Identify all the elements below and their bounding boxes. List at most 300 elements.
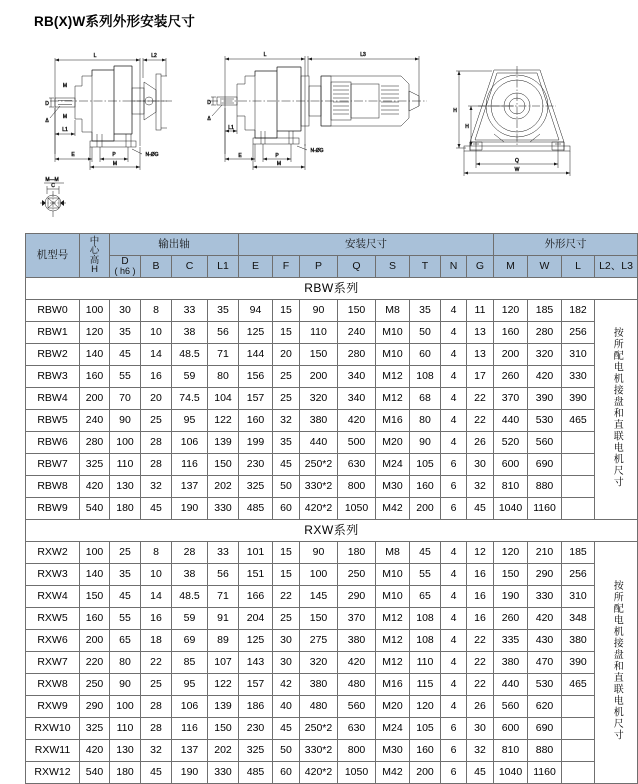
cell-m: 120: [494, 300, 528, 322]
cell-l1: 33: [208, 542, 239, 564]
cell-p: 250*2: [300, 454, 338, 476]
cell-model: RXW7: [26, 652, 80, 674]
cell-l1: 139: [208, 432, 239, 454]
cell-h: 325: [80, 454, 110, 476]
cell-h: 290: [80, 696, 110, 718]
cell-e: 125: [239, 630, 273, 652]
cell-model: RXW11: [26, 740, 80, 762]
cell-s: M10: [376, 322, 410, 344]
svg-text:L2: L2: [151, 53, 157, 59]
cell-h: 250: [80, 674, 110, 696]
cell-l1: 89: [208, 630, 239, 652]
cell-d: 90: [110, 674, 141, 696]
cell-l: 465: [562, 410, 595, 432]
cell-n: 6: [441, 498, 467, 520]
cell-p: 150: [300, 344, 338, 366]
svg-text:L1: L1: [228, 125, 234, 131]
cell-g: 16: [467, 586, 494, 608]
section-title: RXW系列: [26, 520, 638, 542]
cell-model: RXW6: [26, 630, 80, 652]
cell-s: M24: [376, 454, 410, 476]
table-row: [26, 740, 638, 762]
cell-n: 4: [441, 586, 467, 608]
table-row: [26, 454, 638, 476]
cell-l1: 122: [208, 674, 239, 696]
cell-model: RBW6: [26, 432, 80, 454]
cell-w: 470: [528, 652, 562, 674]
cell-model: RBW4: [26, 388, 80, 410]
cell-q: 480: [338, 674, 376, 696]
cell-w: 390: [528, 388, 562, 410]
cell-s: M30: [376, 740, 410, 762]
header-t: T: [410, 256, 441, 278]
cell-q: 340: [338, 388, 376, 410]
cell-l: 348: [562, 608, 595, 630]
cell-e: 157: [239, 388, 273, 410]
cell-w: 280: [528, 322, 562, 344]
header-c: C: [172, 256, 208, 278]
cell-m: 810: [494, 476, 528, 498]
cell-d: 70: [110, 388, 141, 410]
cell-s: M20: [376, 696, 410, 718]
cell-g: 32: [467, 740, 494, 762]
cell-n: 4: [441, 366, 467, 388]
cell-t: 110: [410, 652, 441, 674]
cell-t: 160: [410, 740, 441, 762]
cell-e: 325: [239, 476, 273, 498]
cell-model: RBW7: [26, 454, 80, 476]
cell-f: 20: [273, 344, 300, 366]
cell-l: 390: [562, 652, 595, 674]
cell-b: 45: [141, 498, 172, 520]
cell-n: 6: [441, 740, 467, 762]
cell-p: 250*2: [300, 718, 338, 740]
cell-b: 8: [141, 300, 172, 322]
cell-l1: 330: [208, 762, 239, 784]
svg-text:E: E: [238, 153, 242, 159]
cell-s: M12: [376, 366, 410, 388]
cell-s: M42: [376, 498, 410, 520]
section-title-row: [26, 278, 638, 300]
svg-text:N-ØG: N-ØG: [310, 148, 324, 154]
cell-b: 14: [141, 344, 172, 366]
cell-l1: 139: [208, 696, 239, 718]
svg-text:M: M: [112, 161, 118, 167]
cell-q: 500: [338, 432, 376, 454]
table-row: [26, 300, 638, 322]
cell-w: 560: [528, 432, 562, 454]
cell-l: [562, 476, 595, 498]
cell-l: [562, 740, 595, 762]
cell-model: RBW2: [26, 344, 80, 366]
cell-q: 290: [338, 586, 376, 608]
table-row: [26, 542, 638, 564]
cell-n: 4: [441, 674, 467, 696]
cell-p: 480: [300, 696, 338, 718]
cell-n: 4: [441, 564, 467, 586]
cell-t: 35: [410, 300, 441, 322]
cell-e: 485: [239, 498, 273, 520]
cell-l: [562, 718, 595, 740]
section-title: RBW系列: [26, 278, 638, 300]
cell-m: 1040: [494, 498, 528, 520]
cell-q: 420: [338, 410, 376, 432]
cell-g: 26: [467, 432, 494, 454]
cell-t: 55: [410, 564, 441, 586]
cell-l: 256: [562, 564, 595, 586]
cell-q: 380: [338, 630, 376, 652]
cell-f: 22: [273, 586, 300, 608]
cell-h: 420: [80, 476, 110, 498]
cell-p: 100: [300, 564, 338, 586]
cell-t: 68: [410, 388, 441, 410]
cell-s: M10: [376, 586, 410, 608]
cell-model: RBW3: [26, 366, 80, 388]
table-row: [26, 410, 638, 432]
cell-b: 8: [141, 542, 172, 564]
cell-n: 6: [441, 762, 467, 784]
cell-c: 95: [172, 674, 208, 696]
cell-d: 130: [110, 476, 141, 498]
cell-n: 6: [441, 476, 467, 498]
cell-t: 108: [410, 608, 441, 630]
cell-m: 520: [494, 432, 528, 454]
cell-g: 26: [467, 696, 494, 718]
cell-h: 200: [80, 630, 110, 652]
header-g: G: [467, 256, 494, 278]
cell-b: 45: [141, 762, 172, 784]
cell-b: 28: [141, 718, 172, 740]
cell-model: RXW10: [26, 718, 80, 740]
cell-t: 50: [410, 322, 441, 344]
table-row: [26, 630, 638, 652]
cell-q: 340: [338, 366, 376, 388]
cell-c: 59: [172, 608, 208, 630]
section-note-text: 按所配电机接盘和直联电机尺寸: [611, 580, 623, 742]
cell-d: 55: [110, 366, 141, 388]
cell-n: 6: [441, 718, 467, 740]
cell-e: 485: [239, 762, 273, 784]
cell-h: 240: [80, 410, 110, 432]
header-mounting-group: 安装尺寸: [239, 234, 494, 256]
cell-d: 35: [110, 322, 141, 344]
cell-g: 45: [467, 762, 494, 784]
svg-text:C: C: [51, 183, 55, 189]
cell-b: 32: [141, 740, 172, 762]
cell-h: 140: [80, 564, 110, 586]
cell-l1: 104: [208, 388, 239, 410]
cell-h: 160: [80, 366, 110, 388]
cell-b: 14: [141, 586, 172, 608]
header-l: L: [562, 256, 595, 278]
cell-s: M16: [376, 410, 410, 432]
cell-d: 30: [110, 300, 141, 322]
cell-p: 330*2: [300, 740, 338, 762]
cell-f: 50: [273, 740, 300, 762]
cell-c: 38: [172, 564, 208, 586]
header-l2-l3: L2、L3: [595, 256, 638, 278]
cell-f: 40: [273, 696, 300, 718]
cell-m: 150: [494, 564, 528, 586]
cell-n: 4: [441, 410, 467, 432]
cell-w: 880: [528, 476, 562, 498]
page-title: RB(X)W系列外形安装尺寸: [34, 14, 196, 29]
cell-p: 330*2: [300, 476, 338, 498]
cell-l: [562, 454, 595, 476]
cell-b: 28: [141, 432, 172, 454]
header-l1: L1: [208, 256, 239, 278]
cell-w: 290: [528, 564, 562, 586]
svg-text:L: L: [93, 53, 97, 59]
cell-g: 45: [467, 498, 494, 520]
specifications-table: [25, 233, 638, 784]
cell-t: 105: [410, 454, 441, 476]
cell-l1: 122: [208, 410, 239, 432]
cell-p: 420*2: [300, 498, 338, 520]
cell-w: 620: [528, 696, 562, 718]
cell-g: 12: [467, 542, 494, 564]
cell-d: 55: [110, 608, 141, 630]
cell-m: 190: [494, 586, 528, 608]
cell-e: 230: [239, 454, 273, 476]
gearbox-side-view-drawing: [22, 46, 212, 231]
cell-q: 370: [338, 608, 376, 630]
cell-model: RXW12: [26, 762, 80, 784]
cell-d: 80: [110, 652, 141, 674]
cell-t: 65: [410, 586, 441, 608]
cell-d: 110: [110, 718, 141, 740]
cell-t: 105: [410, 718, 441, 740]
cell-l1: 56: [208, 322, 239, 344]
cell-s: M12: [376, 630, 410, 652]
cell-f: 15: [273, 300, 300, 322]
cell-g: 30: [467, 454, 494, 476]
cell-s: M16: [376, 674, 410, 696]
table-body: [26, 278, 638, 784]
cell-model: RXW4: [26, 586, 80, 608]
cell-t: 120: [410, 696, 441, 718]
technical-drawings: [0, 46, 600, 231]
cell-e: 144: [239, 344, 273, 366]
header-p: P: [300, 256, 338, 278]
cell-w: 530: [528, 674, 562, 696]
cell-h: 325: [80, 718, 110, 740]
cell-h: 220: [80, 652, 110, 674]
cell-e: 199: [239, 432, 273, 454]
cell-s: M10: [376, 344, 410, 366]
cell-g: 13: [467, 322, 494, 344]
cell-e: 157: [239, 674, 273, 696]
cell-t: 60: [410, 344, 441, 366]
cell-l: 330: [562, 366, 595, 388]
table-row: [26, 432, 638, 454]
cell-h: 120: [80, 322, 110, 344]
cell-e: 101: [239, 542, 273, 564]
cell-s: M12: [376, 652, 410, 674]
cell-h: 540: [80, 498, 110, 520]
svg-text:P: P: [275, 153, 279, 159]
cell-h: 280: [80, 432, 110, 454]
table-row: [26, 344, 638, 366]
cell-q: 560: [338, 696, 376, 718]
cell-q: 630: [338, 454, 376, 476]
cell-w: 1160: [528, 762, 562, 784]
cell-c: 33: [172, 300, 208, 322]
cell-q: 1050: [338, 762, 376, 784]
cell-g: 22: [467, 674, 494, 696]
cell-m: 1040: [494, 762, 528, 784]
cell-l1: 330: [208, 498, 239, 520]
cell-model: RBW1: [26, 322, 80, 344]
cell-c: 137: [172, 740, 208, 762]
cell-t: 200: [410, 762, 441, 784]
cell-t: 200: [410, 498, 441, 520]
cell-q: 180: [338, 542, 376, 564]
cell-l: 310: [562, 586, 595, 608]
cell-l1: 71: [208, 586, 239, 608]
cell-n: 4: [441, 322, 467, 344]
header-center-height-char-1: 中: [89, 235, 100, 247]
cell-e: 230: [239, 718, 273, 740]
cell-f: 35: [273, 432, 300, 454]
cell-l: 182: [562, 300, 595, 322]
cell-s: M24: [376, 718, 410, 740]
cell-b: 10: [141, 564, 172, 586]
header-d-symbol: D: [121, 255, 129, 267]
cell-m: 440: [494, 410, 528, 432]
table-row: [26, 564, 638, 586]
cell-g: 22: [467, 388, 494, 410]
cell-e: 325: [239, 740, 273, 762]
cell-d: 45: [110, 344, 141, 366]
svg-text:M—M: M—M: [45, 177, 59, 183]
cell-m: 370: [494, 388, 528, 410]
header-n: N: [441, 256, 467, 278]
cell-c: 116: [172, 718, 208, 740]
cell-e: 143: [239, 652, 273, 674]
header-f: F: [273, 256, 300, 278]
cell-h: 420: [80, 740, 110, 762]
svg-text:N-ØG: N-ØG: [145, 152, 159, 158]
cell-e: 94: [239, 300, 273, 322]
cell-p: 320: [300, 652, 338, 674]
cell-f: 15: [273, 564, 300, 586]
header-center-height-char-2: 心: [89, 245, 100, 256]
cell-c: 48.5: [172, 344, 208, 366]
svg-text:Δ: Δ: [207, 116, 211, 122]
cell-p: 90: [300, 300, 338, 322]
cell-d: 110: [110, 454, 141, 476]
cell-f: 42: [273, 674, 300, 696]
cell-t: 108: [410, 630, 441, 652]
header-center-height-char-4: H: [91, 264, 98, 275]
section-note: [595, 542, 638, 784]
table-row: [26, 388, 638, 410]
cell-s: M30: [376, 476, 410, 498]
cell-b: 25: [141, 410, 172, 432]
header-d: [110, 256, 141, 278]
cell-q: 280: [338, 344, 376, 366]
cell-g: 13: [467, 344, 494, 366]
cell-m: 810: [494, 740, 528, 762]
cell-w: 320: [528, 344, 562, 366]
cell-n: 4: [441, 696, 467, 718]
cell-f: 25: [273, 388, 300, 410]
cell-m: 120: [494, 542, 528, 564]
cell-model: RXW3: [26, 564, 80, 586]
cell-c: 85: [172, 652, 208, 674]
cell-q: 250: [338, 564, 376, 586]
cell-w: 420: [528, 608, 562, 630]
cell-b: 25: [141, 674, 172, 696]
cell-m: 440: [494, 674, 528, 696]
cell-l1: 150: [208, 718, 239, 740]
cell-h: 140: [80, 344, 110, 366]
header-m: M: [494, 256, 528, 278]
cell-b: 32: [141, 476, 172, 498]
header-w: W: [528, 256, 562, 278]
table-header: [26, 234, 638, 278]
cell-n: 4: [441, 608, 467, 630]
cell-b: 16: [141, 366, 172, 388]
cell-p: 440: [300, 432, 338, 454]
cell-p: 110: [300, 322, 338, 344]
cell-d: 45: [110, 586, 141, 608]
cell-m: 560: [494, 696, 528, 718]
cell-s: M12: [376, 388, 410, 410]
cell-l1: 80: [208, 366, 239, 388]
cell-model: RXW8: [26, 674, 80, 696]
table-row: [26, 652, 638, 674]
cell-w: 210: [528, 542, 562, 564]
cell-g: 22: [467, 630, 494, 652]
svg-text:E: E: [71, 152, 75, 158]
cell-model: RXW9: [26, 696, 80, 718]
cell-l: [562, 696, 595, 718]
cell-p: 200: [300, 366, 338, 388]
table-row: [26, 322, 638, 344]
cell-q: 630: [338, 718, 376, 740]
cell-p: 380: [300, 674, 338, 696]
table-row: [26, 674, 638, 696]
cell-p: 150: [300, 608, 338, 630]
cell-s: M20: [376, 432, 410, 454]
table-row: [26, 608, 638, 630]
cell-f: 15: [273, 542, 300, 564]
cell-w: 1160: [528, 498, 562, 520]
cell-m: 600: [494, 718, 528, 740]
cell-f: 30: [273, 630, 300, 652]
svg-text:M: M: [276, 161, 282, 167]
cell-l: 185: [562, 542, 595, 564]
header-d-tolerance: ( h6 ): [114, 265, 136, 276]
cell-e: 125: [239, 322, 273, 344]
svg-text:L3: L3: [360, 52, 366, 58]
cell-c: 28: [172, 542, 208, 564]
cell-s: M8: [376, 300, 410, 322]
header-overall-group: 外形尺寸: [494, 234, 638, 256]
cell-w: 330: [528, 586, 562, 608]
cell-m: 335: [494, 630, 528, 652]
header-s: S: [376, 256, 410, 278]
cell-c: 190: [172, 762, 208, 784]
cell-c: 38: [172, 322, 208, 344]
cell-t: 160: [410, 476, 441, 498]
cell-w: 430: [528, 630, 562, 652]
cell-g: 30: [467, 718, 494, 740]
svg-text:D: D: [45, 101, 49, 107]
cell-m: 380: [494, 652, 528, 674]
